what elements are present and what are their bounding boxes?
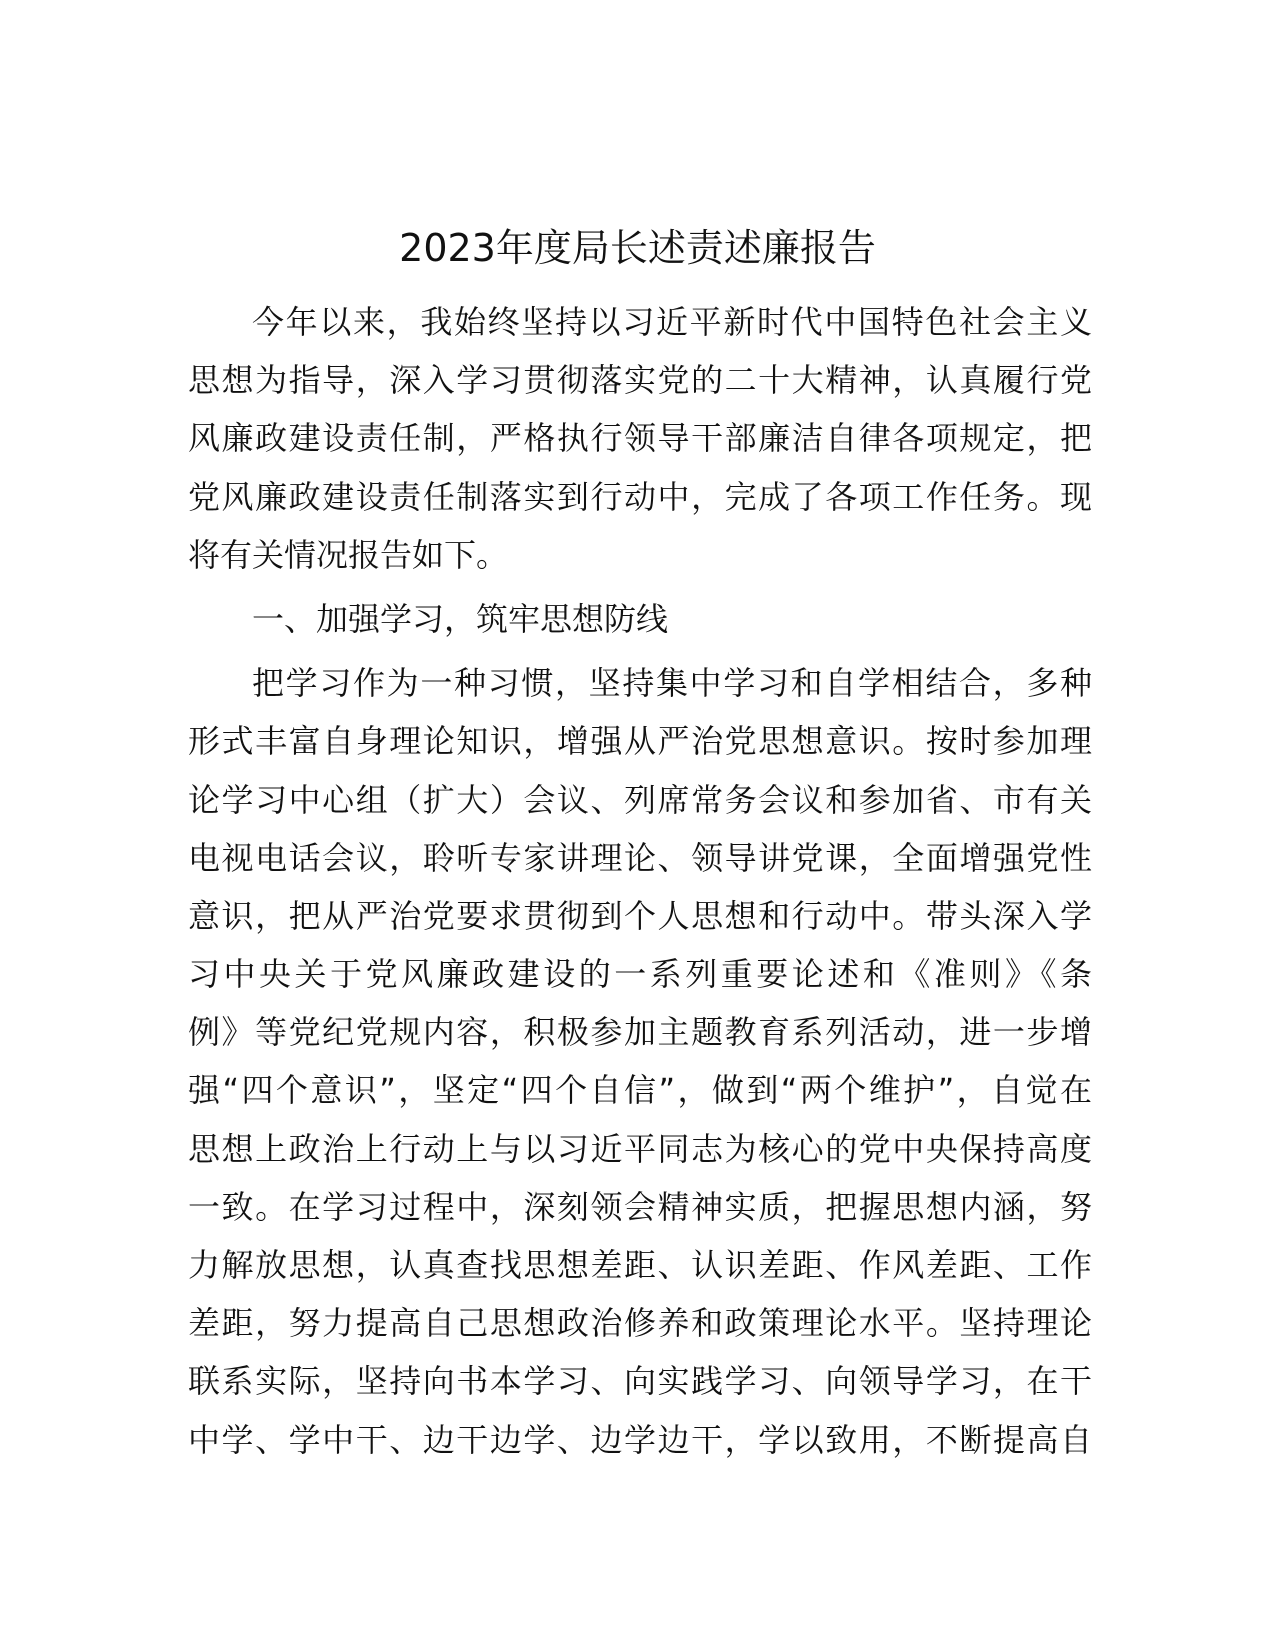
text-line: 论学习中心组（扩大）会议、列席常务会议和参加省、市有关 bbox=[188, 780, 1092, 819]
document-body bbox=[188, 293, 1092, 1469]
text-line: 一致。在学习过程中，深刻领会精神实质，把握思想内涵，努 bbox=[188, 1187, 1092, 1226]
text-line: 思想为指导，深入学习贯彻落实党的二十大精神，认真履行党 bbox=[188, 361, 1092, 400]
text-line: 强“四个意识”，坚定“四个自信”，做到“两个维护”，自觉在 bbox=[188, 1071, 1092, 1110]
section-heading: 一、加强学习，筑牢思想防线 bbox=[252, 599, 669, 638]
text-line: 将有关情况报告如下。 bbox=[188, 535, 509, 574]
text-line: 风廉政建设责任制，严格执行领导干部廉洁自律各项规定，把 bbox=[188, 419, 1092, 458]
text-line: 意识，把从严治党要求贯彻到个人思想和行动中。带头深入学 bbox=[188, 896, 1092, 935]
document-title: 2023年度局长述责述廉报告 bbox=[399, 226, 876, 270]
text-line: 党风廉政建设责任制落实到行动中，完成了各项工作任务。现 bbox=[188, 477, 1092, 516]
text-line: 形式丰富自身理论知识，增强从严治党思想意识。按时参加理 bbox=[188, 722, 1092, 761]
text-line: 电视电话会议，聆听专家讲理论、领导讲党课，全面增强党性 bbox=[188, 838, 1092, 877]
text-line: 中学、学中干、边干边学、边学边干，学以致用，不断提高自 bbox=[188, 1420, 1092, 1459]
text-line: 把学习作为一种习惯，坚持集中学习和自学相结合，多种 bbox=[252, 664, 1092, 703]
text-line: 今年以来，我始终坚持以习近平新时代中国特色社会主义 bbox=[252, 303, 1092, 341]
text-line: 例》等党纪党规内容，积极参加主题教育系列活动，进一步增 bbox=[188, 1013, 1092, 1052]
text-line: 力解放思想，认真查找思想差距、认识差距、作风差距、工作 bbox=[188, 1246, 1092, 1284]
section1-paragraph bbox=[188, 654, 1092, 1469]
text-line: 联系实际，坚持向书本学习、向实践学习、向领导学习，在干 bbox=[188, 1362, 1092, 1401]
text-line: 差距，努力提高自己思想政治修养和政策理论水平。坚持理论 bbox=[188, 1304, 1092, 1343]
text-line: 习中央关于党风廉政建设的一系列重要论述和《准则》《条 bbox=[188, 955, 1092, 994]
intro-paragraph bbox=[188, 293, 1092, 584]
text-line: 思想上政治上行动上与以习近平同志为核心的党中央保持高度 bbox=[188, 1129, 1092, 1168]
